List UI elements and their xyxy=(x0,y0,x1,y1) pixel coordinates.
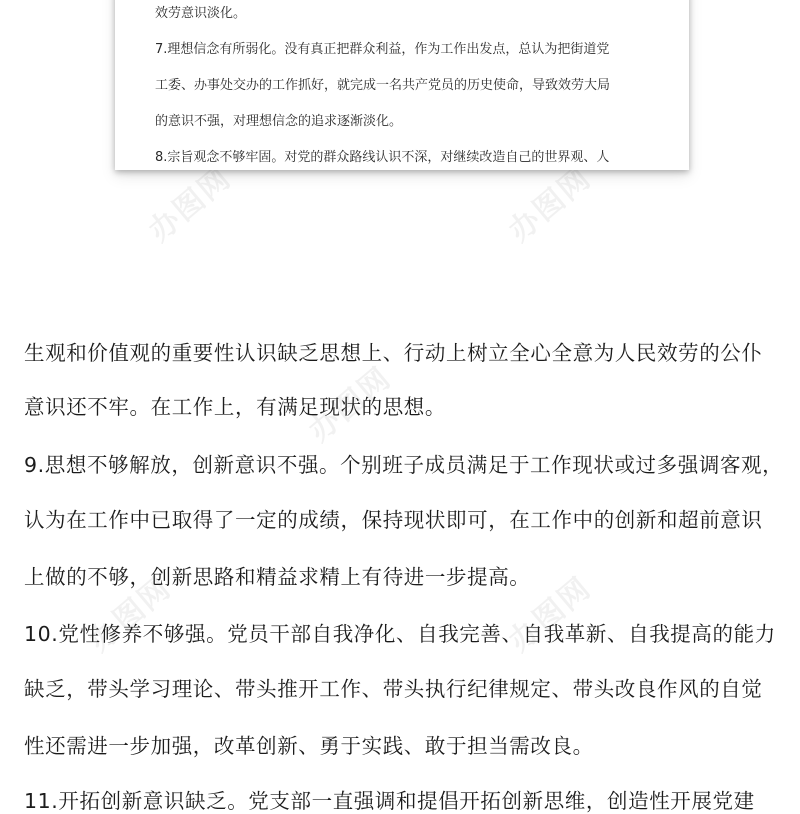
preview-line: 8.宗旨观念不够牢固。对党的群众路线认识不深，对继续改造自己的世界观、人 xyxy=(155,150,610,165)
body-line: 11.开拓创新意识缺乏。党支部一直强调和提倡开拓创新思维，创造性开展党建 xyxy=(24,789,755,813)
preview-line: 的意识不强，对理想信念的追求逐渐淡化。 xyxy=(155,114,403,129)
watermark: 办图网 xyxy=(502,160,599,249)
watermark: 办图网 xyxy=(302,360,399,449)
body-line: 生观和价值观的重要性认识缺乏思想上、行动上树立全心全意为人民效劳的公仆 xyxy=(24,341,763,365)
body-line: 9.思想不够解放，创新意识不强。个别班子成员满足于工作现状或过多强调客观， xyxy=(24,453,784,477)
body-line: 上做的不够，创新思路和精益求精上有待进一步提高。 xyxy=(24,565,531,589)
watermark: 办图网 xyxy=(142,160,239,249)
watermark: 办图网 xyxy=(82,570,179,659)
body-line: 性还需进一步加强，改革创新、勇于实践、敢于担当需改良。 xyxy=(24,734,594,758)
preview-line: 工委、办事处交办的工作抓好，就完成一名共产党员的历史使命，导致效劳大局 xyxy=(155,78,611,93)
body-line: 缺乏，带头学习理论、带头推开工作、带头执行纪律规定、带头改良作风的自觉 xyxy=(24,677,763,701)
body-line: 10.党性修养不够强。党员干部自我净化、自我完善、自我革新、自我提高的能力 xyxy=(24,622,776,646)
body-line: 认为在工作中已取得了一定的成绩，保持现状即可，在工作中的创新和超前意识 xyxy=(24,508,763,532)
preview-line: 7.理想信念有所弱化。没有真正把群众利益，作为工作出发点，总认为把街道党 xyxy=(155,42,610,57)
preview-line: 效劳意识淡化。 xyxy=(155,6,247,21)
watermark: 办图网 xyxy=(502,570,599,659)
body-line: 意识还不牢。在工作上，有满足现状的思想。 xyxy=(24,395,446,419)
